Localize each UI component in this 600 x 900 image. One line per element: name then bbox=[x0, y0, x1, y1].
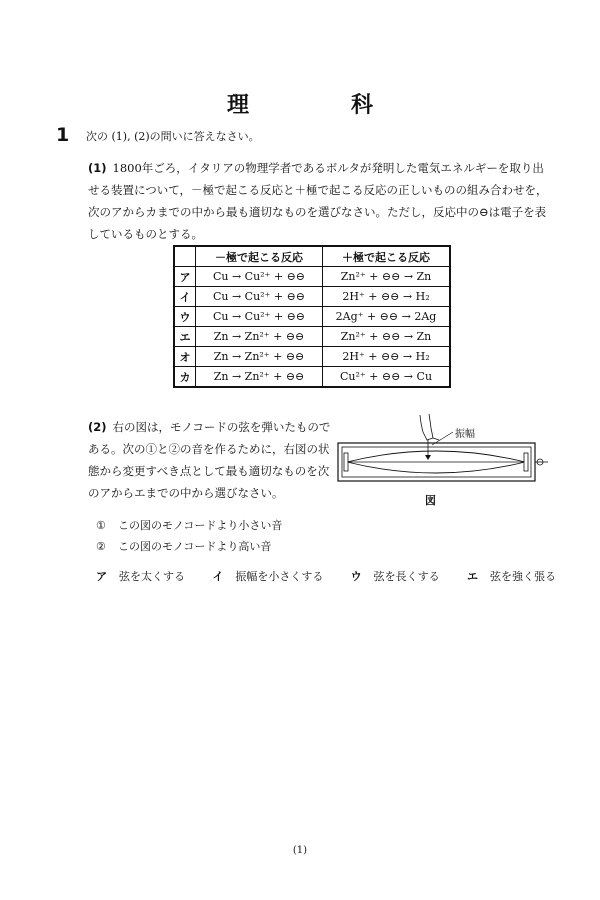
positive-reaction: 2H⁺ + ⊖⊖ → H₂ bbox=[323, 347, 451, 367]
sound-mark: ① bbox=[96, 519, 106, 532]
question-number: 1 bbox=[56, 124, 70, 146]
choice-item bbox=[467, 568, 556, 584]
row-key: カ bbox=[174, 367, 196, 388]
left-bridge bbox=[344, 453, 348, 471]
positive-reaction: Zn²⁺ + ⊖⊖ → Zn bbox=[323, 267, 451, 287]
part2-paragraph bbox=[88, 416, 333, 504]
figure-caption: 図 bbox=[425, 494, 436, 507]
negative-reaction: Cu → Cu²⁺ + ⊖⊖ bbox=[196, 267, 323, 287]
part2-text: 右の図は，モノコードの弦を弾いたものである。次の①と②の音を作るために，右図の状態から変更すべき点として最も適切なものを次のアからエまでの中から選びなさい。 bbox=[88, 420, 331, 500]
part1-text: 1800年ごろ，イタリアの物理学者であるボルタが発明した電気エネルギーを取り出せる装置について，－極で起こる反応と＋極で起こる反応の正しいものの組み合わせを，次のアからカまでの中から最も適切なものを選びなさい。ただし，反応中の⊖は電子を表しているものとする。 bbox=[88, 161, 548, 241]
table-row bbox=[174, 327, 450, 347]
positive-reaction: Zn²⁺ + ⊖⊖ → Zn bbox=[323, 327, 451, 347]
negative-reaction: Cu → Cu²⁺ + ⊖⊖ bbox=[196, 287, 323, 307]
table-header-row bbox=[174, 246, 450, 267]
question-intro: 次の (1), (2)の問いに答えなさい。 bbox=[86, 130, 260, 143]
list-item bbox=[96, 536, 282, 557]
sound-text: この図のモノコードより高い音 bbox=[118, 540, 272, 553]
negative-reaction: Zn → Zn²⁺ + ⊖⊖ bbox=[196, 347, 323, 367]
negative-reaction: Zn → Zn²⁺ + ⊖⊖ bbox=[196, 367, 323, 388]
row-key: オ bbox=[174, 347, 196, 367]
positive-reaction: 2Ag⁺ + ⊖⊖ → 2Ag bbox=[323, 307, 451, 327]
choice-list bbox=[96, 568, 556, 584]
part1-label: (1) bbox=[88, 161, 107, 175]
reaction-table bbox=[173, 245, 451, 388]
string-vibration-upper bbox=[347, 451, 525, 462]
choice-item bbox=[212, 568, 323, 584]
list-item bbox=[96, 515, 282, 536]
negative-reaction: Cu → Cu²⁺ + ⊖⊖ bbox=[196, 307, 323, 327]
positive-reaction: 2H⁺ + ⊖⊖ → H₂ bbox=[323, 287, 451, 307]
column-header-positive: ＋極で起こる反応 bbox=[323, 246, 451, 267]
column-header-negative: －極で起こる反応 bbox=[196, 246, 323, 267]
page-number: (1) bbox=[292, 845, 308, 856]
amplitude-arrowhead bbox=[425, 455, 431, 460]
table-row bbox=[174, 287, 450, 307]
choice-key: エ bbox=[466, 570, 478, 583]
choice-text: 振幅を小さくする bbox=[235, 570, 324, 583]
choice-key: ア bbox=[96, 570, 107, 583]
table-row bbox=[174, 267, 450, 287]
choice-text: 弦を強く張る bbox=[489, 570, 556, 583]
plucking-hand bbox=[420, 414, 433, 440]
row-key: ウ bbox=[174, 307, 196, 327]
monochord-figure bbox=[335, 410, 550, 505]
choice-item bbox=[96, 568, 185, 584]
table-row bbox=[174, 307, 450, 327]
choice-key: イ bbox=[212, 570, 224, 583]
negative-reaction: Zn → Zn²⁺ + ⊖⊖ bbox=[196, 327, 323, 347]
table-row bbox=[174, 347, 450, 367]
part2-label: (2) bbox=[88, 420, 107, 434]
positive-reaction: Cu²⁺ + ⊖⊖ → Cu bbox=[323, 367, 451, 388]
choice-item bbox=[351, 568, 440, 584]
amplitude-label: 振幅 bbox=[455, 429, 475, 440]
choice-text: 弦を太くする bbox=[119, 570, 185, 583]
sound-text: この図のモノコードより小さい音 bbox=[118, 519, 283, 532]
row-key: イ bbox=[174, 287, 196, 307]
right-bridge bbox=[524, 453, 528, 471]
sound-list bbox=[96, 515, 282, 557]
choice-text: 弦を長くする bbox=[373, 570, 440, 583]
string-vibration-lower bbox=[347, 462, 525, 473]
table-corner bbox=[174, 246, 196, 267]
row-key: エ bbox=[174, 327, 196, 347]
row-key: ア bbox=[174, 267, 196, 287]
part1-paragraph bbox=[88, 157, 550, 245]
table-row bbox=[174, 367, 450, 388]
page-title: 理 科 bbox=[226, 92, 413, 118]
choice-key: ウ bbox=[350, 570, 362, 583]
finger-line bbox=[433, 438, 439, 440]
sound-mark: ② bbox=[96, 540, 106, 553]
